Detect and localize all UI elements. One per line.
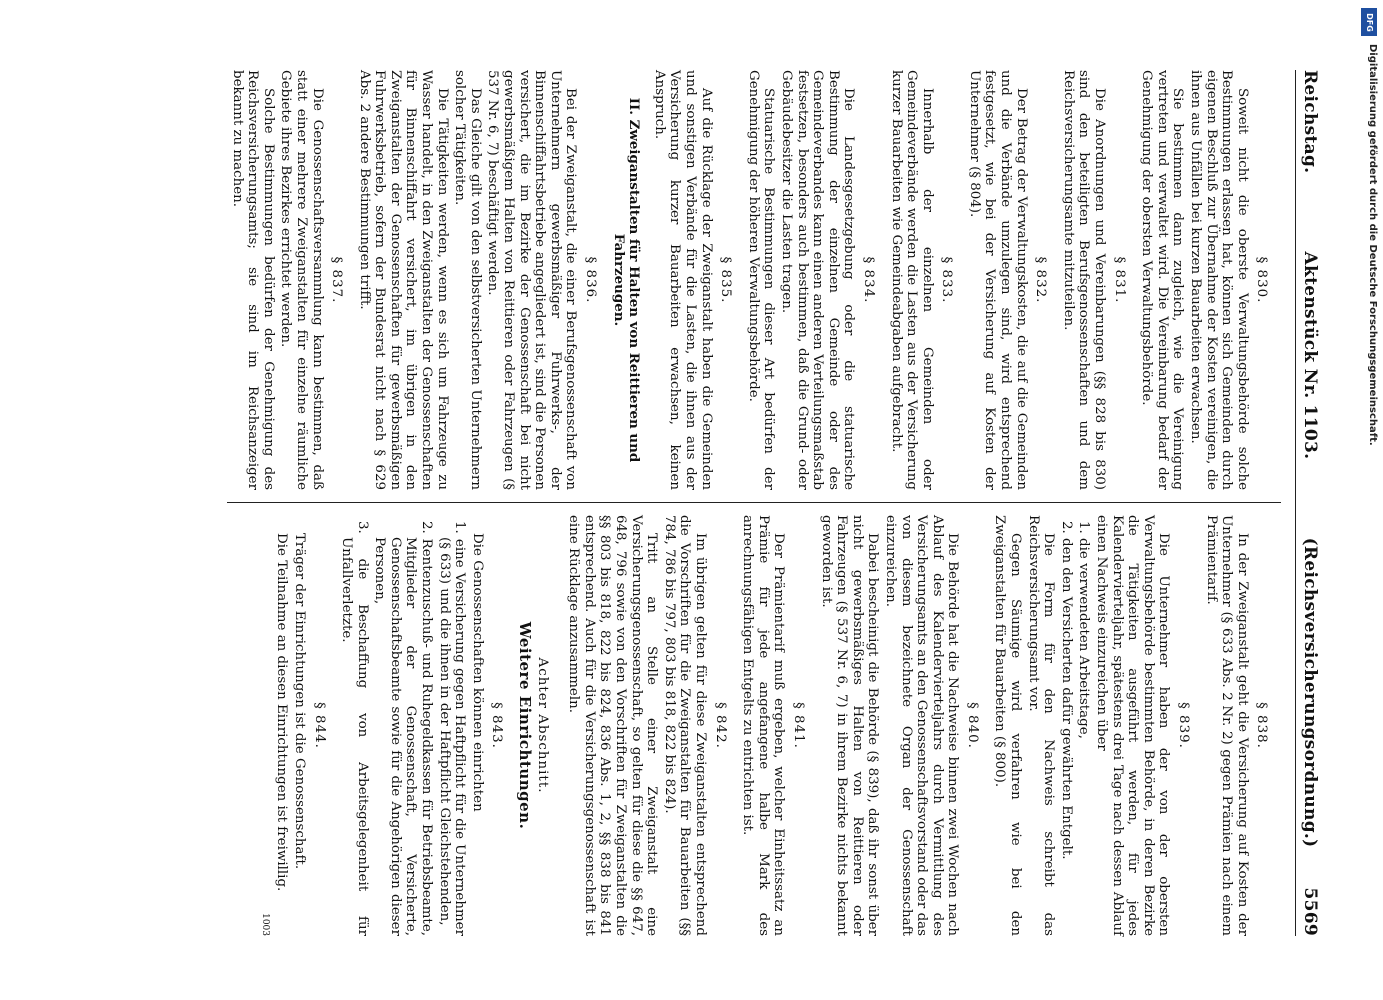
paragraph: Solche Bestimmungen bedürfen der Genehmigung des Reichsversicherungsamts; sie sind im Reichsanzeiger bekannt zu machen.: [229, 70, 276, 490]
list-item: 2. Rentenzuschuß- und Ruhegeldkassen für Betriebsbeamte, Mitglieder der Genossenschaft, Versicherte, Genossenschaftsbeamte sowie für die Angehörigen dieser Personen,: [372, 521, 435, 936]
section-number: § 835.: [718, 256, 734, 304]
section-number: § 830.: [1254, 256, 1270, 304]
paragraph: Die Anordnungen und Vereinbarungen (§§ 828 bis 830) sind den beteiligten Berufsgenossenschaften und dem Reichsversicherungsamte mitzuteilen.: [1060, 70, 1108, 490]
paragraph: Der Betrag der Verwaltungskosten, die auf die Gemeinden und die Verbände umzulegen sind, wird entsprechend festgesetzt, wie bei der Versicherung auf Kosten der Unternehmer (§ 804).: [966, 70, 1029, 490]
section-heading: II. Zweiganstalten für Halten von Reittieren und Fahrzeugen.: [610, 97, 643, 463]
digitization-sidebar: [1360, 8, 1380, 998]
list-item: 1. eine Versicherung gegen Haftpflicht für die Unternehmer (§ 633) und die ihnen in der Haftpflicht Gleichstehenden,: [436, 521, 468, 936]
paragraph: Dabei bescheinigt die Behörde (§ 839), daß ihr sonst über nicht gewerbsmäßiges Halten von Reittieren oder Fahrzeugen (§ 537 Nr. 6, 7) in ihrem Bezirke nichts bekannt geworden ist.: [818, 515, 881, 936]
paragraph: Die Genossenschaften können einrichten: [469, 533, 485, 812]
list-item: 2. den den Versicherten dafür gewährten Entgelt.: [1058, 521, 1074, 860]
paragraph: Die Teilnahme an diesen Einrichtungen ist freiwillig.: [274, 533, 290, 892]
paragraph: In der Zweiganstalt geht die Versicherung auf Kosten der Unternehmer (§ 633 Abs. 2 Nr. 2) gegen Prämien nach einem Prämientarif.: [1203, 515, 1250, 936]
dfg-logo-text: DFG: [1364, 12, 1374, 32]
digitization-credit: Digitalisierung gefördert durch die Deutsche Forschungsgemeinschaft.: [1367, 44, 1378, 446]
header-left: Reichstag.: [1300, 70, 1320, 174]
footer-mark: 1003: [259, 913, 270, 936]
list-item: 1. die verwendeten Arbeitstage,: [1076, 521, 1092, 739]
section-number: § 838.: [1254, 702, 1270, 749]
section-number: § 839.: [1176, 702, 1192, 749]
paragraph: Auf die Rücklage der Zweiganstalt haben die Gemeinden und sonstigen Verbände für die Lasten, die ihnen aus der Versicherung kurzer Bauarbeiten erwachsen, keinen Anspruch.: [651, 70, 714, 490]
list-item: 3. die Beschaffung von Arbeitsgelegenheit für Unfallverletzte.: [339, 521, 370, 936]
paragraph: Die Unternehmer haben der von der obersten Verwaltungsbehörde bestimmten Behörde, in deren Bezirke die Tätigkeiten ausgeführt werden, für jedes Kalendervierteljahr, spätestens drei Tage nach dessen Ablauf einen Nachweis einzureichen über: [1094, 515, 1172, 936]
columns: [227, 70, 1281, 936]
section-number: § 831.: [1111, 256, 1127, 304]
page-number: 5569: [1300, 887, 1320, 936]
right-column: [227, 503, 1281, 936]
section-number: § 834.: [860, 256, 876, 304]
paragraph: Tritt an Stelle einer Zweiganstalt eine Versicherungsgenossenschaft, so gelten für diese die §§ 647, 648, 796 sowie von den Vorschriften für Zweiganstalten die §§ 803 bis 818, 822 bis 824, 836 Abs. 1, 2, §§ 838 bis 841 entsprechend. Auch für die Versicherungsgenossenschaft ist eine Rücklage anzusammeln.: [566, 515, 660, 936]
header-right-title: (Reichsversicherungsordnung.): [1300, 537, 1320, 848]
paragraph: Statuarische Bestimmungen dieser Art bedürfen der Genehmigung der höheren Verwaltungsbehörde.: [745, 70, 777, 490]
section-number: § 837.: [329, 256, 345, 304]
section-number: § 840.: [964, 702, 980, 749]
paragraph: Die Behörde hat die Nachweise binnen zwei Wochen nach Ablauf des Kalendervierteljahrs durch Vermittlung des Versicherungsamts an den Genossenschaftsvorstand oder das von diesem bezeichnete Organ der Genossenschaft einzureichen.: [882, 515, 961, 936]
section-number: § 843.: [489, 702, 505, 749]
header-center: Aktenstück Nr. 1103.: [1300, 251, 1320, 460]
page-header: [1295, 70, 1320, 936]
section-number: § 844.: [311, 702, 327, 749]
paragraph: Die Form für den Nachweis schreibt das Reichsversicherungsamt vor.: [1025, 515, 1057, 936]
paragraph: Bei der Zweiganstalt, die einer Berufsgenossenschaft von Unternehmern gewerbsmäßiger Fuhrwerks-, der Binnenschiffahrtsbetriebe angegliedert ist, sind die Personen versichert, die im Bezirke der Genossenschaft bei nicht gewerbsmäßigem Halten von Reittieren oder Fahrzeugen (§ 537 Nr. 6, 7) beschäftigt werden.: [485, 70, 579, 490]
left-column: [227, 70, 1281, 503]
paragraph: Die Tätigkeiten werden, wenn es sich um Fahrzeuge zu Wasser handelt, in den Zweiganstalten der Genossenschaften für Binnenschiffahrt versichert, im übrigen in den Zweiganstalten der Genossenschaften für gewerbsmäßigen Fuhrwerksbetrieb, sofern der Bundesrat nicht nach § 629 Abs. 2 andere Bestimmungen trifft.: [356, 70, 450, 490]
section-number: § 842.: [712, 702, 728, 749]
dfg-logo: [1361, 8, 1377, 36]
paragraph: Gegen Säumige wird verfahren wie bei den Zweiganstalten für Bauarbeiten (§ 800).: [992, 515, 1024, 936]
paragraph: Träger der Einrichtungen ist die Genossenschaft.: [291, 533, 307, 870]
paragraph: Innerhalb der einzelnen Gemeinden oder Gemeindeverbände werden die Lasten aus der Versicherung kurzer Bauarbeiten wie Gemeindeabgaben aufgebracht.: [888, 70, 935, 490]
paragraph: Im übrigen gelten für diese Zweiganstalten entsprechend die Vorschriften für die Zweiganstalten für Bauarbeiten (§§ 784, 786 bis 797, 803 bis 818, 822 bis 824).: [661, 515, 708, 936]
paragraph: Der Prämientarif muß ergeben, welcher Einheitssatz an Prämie für jede angefangene halbe Mark des anrechnungsfähigen Entgelts zu entrichten ist.: [740, 515, 787, 936]
paragraph: Die Genossenschaftsversammlung kann bestimmen, daß statt einer mehrere Zweiganstalten für einzelne räumliche Gebiete ihres Bezirkes errichtet werden.: [278, 70, 325, 490]
paragraph: Soweit nicht die oberste Verwaltungsbehörde solche Bestimmungen erlassen hat, können sich Gemeinden durch eigenen Beschluß zur Übernahme der Kosten vereinigen, die ihnen aus Unfällen bei kurzen Bauarbeiten erwachsen.: [1188, 70, 1250, 490]
paragraph: Das Gleiche gilt von den selbstversicherten Unternehmern solcher Tätigkeiten.: [452, 70, 483, 490]
paragraph: Sie bestimmen dann zugleich, wie die Vereinigung vertreten und verwaltet wird. Die Vereinbarung bedarf der Genehmigung der obersten Verwaltungsbehörde.: [1139, 70, 1186, 490]
paragraph: Die Landesgesetzgebung oder die statuarische Bestimmung der einzelnen Gemeinde oder des Gemeindeverbandes kann einen anderen Verteilungsmaßstab festsetzen, besonders auch bestimmen, daß die Grund- oder Gebäudebesitzer die Lasten tragen.: [778, 70, 857, 490]
section-number: § 836.: [583, 256, 599, 304]
section-number: § 841.: [790, 702, 806, 749]
section-number: § 832.: [1033, 256, 1049, 304]
enumeration: [339, 515, 468, 936]
chapter-label: Achter Abschnitt.: [534, 657, 550, 794]
enumeration: [1058, 515, 1091, 936]
section-number: § 833.: [939, 256, 955, 304]
chapter-title: Weitere Einrichtungen.: [516, 621, 535, 830]
